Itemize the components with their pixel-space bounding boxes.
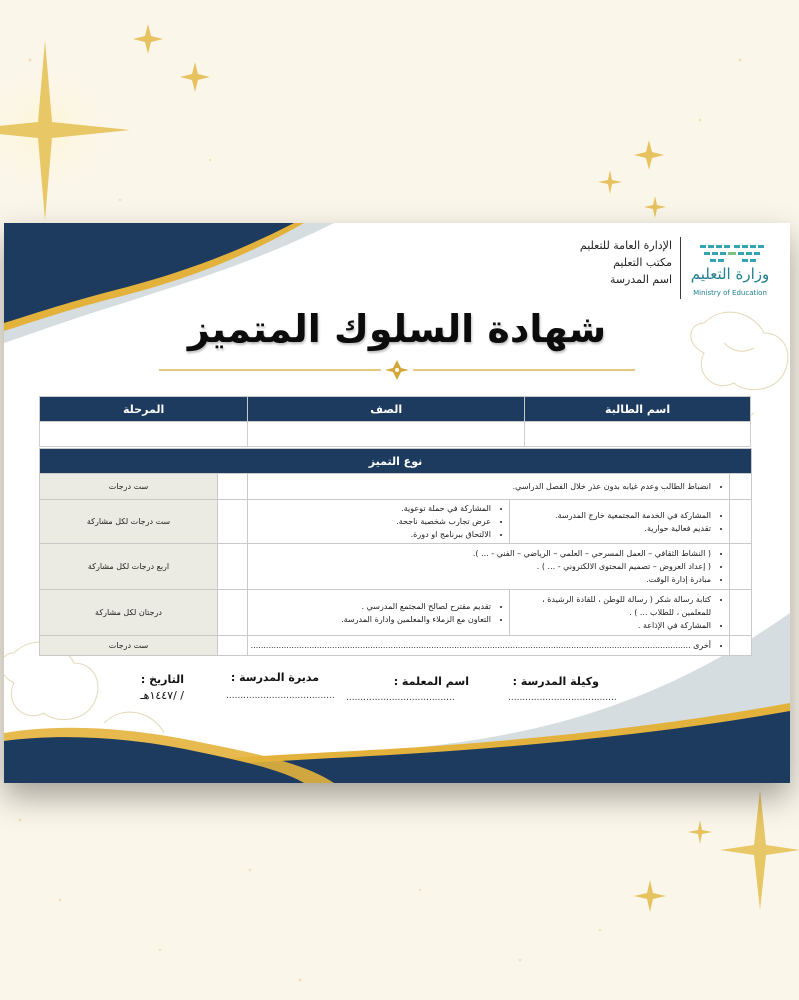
logo-mark-icon — [700, 241, 764, 263]
admin-line-3: اسم المدرسة — [609, 273, 672, 286]
student-name-cell[interactable] — [525, 422, 751, 447]
score-box[interactable] — [218, 590, 248, 636]
sparkle-star-icon — [720, 790, 799, 910]
date-value: / /١٤٤٧هـ — [140, 689, 184, 702]
logo-english-text: Ministry of Education — [693, 289, 767, 297]
list-item: • انضباط الطالب وعدم غيابه بدون عذر خلال الفصل الدراسي. — [254, 480, 711, 493]
sparkle-star-icon — [634, 140, 664, 170]
row-checkbox[interactable] — [730, 544, 752, 590]
teacher-name-line[interactable]: ...................................... — [346, 693, 455, 703]
sparkle-star-icon — [598, 170, 622, 194]
list-item: • تقديم فعالية حوارية. — [516, 522, 711, 535]
excellence-type-header: نوع التميز — [40, 449, 752, 474]
sparkle-star-icon — [634, 880, 666, 912]
title-ornament — [159, 358, 635, 382]
principal-signature-line[interactable]: ...................................... — [226, 691, 335, 701]
score-box[interactable] — [218, 500, 248, 544]
row-content-left — [248, 500, 510, 544]
score-box[interactable] — [218, 636, 248, 656]
excellence-types-table — [39, 448, 752, 656]
deputy-signature-label: وكيلة المدرسة : — [512, 675, 599, 688]
list-item: • المشاركة في الإذاعة . — [516, 619, 711, 632]
table-row — [40, 590, 752, 636]
points-cell: ست درجات — [40, 474, 218, 500]
row-content-right — [510, 500, 730, 544]
row-checkbox[interactable] — [730, 500, 752, 544]
list-item: • أخرى ............................................................................................................................................................................. — [254, 639, 711, 652]
admin-line-2: مكتب التعليم — [613, 256, 672, 269]
stage-header: المرحلة — [40, 397, 248, 422]
table-row — [40, 500, 752, 544]
admin-line-1: الإدارة العامة للتعليم — [579, 239, 672, 252]
table-row — [40, 636, 752, 656]
certificate-title: شهادة السلوك المتميز — [187, 307, 607, 351]
list-item: • مبادرة إدارة الوقت. — [254, 573, 711, 586]
row-checkbox[interactable] — [730, 474, 752, 500]
deputy-signature-line[interactable]: ...................................... — [508, 693, 617, 703]
sparkle-star-icon — [133, 24, 163, 54]
row-checkbox[interactable] — [730, 636, 752, 656]
row-content — [248, 544, 730, 590]
points-cell: درجتان لكل مشاركة — [40, 590, 218, 636]
list-item: • التعاون مع الزملاء والمعلمين وادارة المدرسة. — [254, 613, 491, 626]
points-cell: ست درجات — [40, 636, 218, 656]
points-cell: ست درجات لكل مشاركة — [40, 500, 218, 544]
table-row — [40, 544, 752, 590]
score-box[interactable] — [218, 474, 248, 500]
student-name-header: اسم الطالبة — [525, 397, 751, 422]
info-header-row — [40, 397, 751, 422]
excellence-header-row — [40, 449, 752, 474]
list-item: • ( النشاط الثقافي – العمل المسرحي – العلمي – الرياضي – الفني - ... ). — [254, 547, 711, 560]
teacher-name-label: اسم المعلمة : — [393, 675, 469, 688]
class-header: الصف — [248, 397, 525, 422]
row-content — [248, 636, 730, 656]
sparkle-star-icon — [180, 62, 210, 92]
row-checkbox[interactable] — [730, 590, 752, 636]
list-item: • الالتحاق ببرنامج او دورة. — [254, 528, 491, 541]
stage-cell[interactable] — [40, 422, 248, 447]
date-label: التاريخ : — [140, 673, 184, 686]
list-item: • كتابة رسالة شكر ( رسالة للوطن ، للقادة الرشيدة ، للمعلمين ، للطلاب ... ) . — [516, 593, 711, 619]
info-value-row — [40, 422, 751, 447]
sparkle-star-icon — [688, 820, 712, 844]
list-item: • تقديم مقترح لصالح المجتمع المدرسي . — [254, 600, 491, 613]
row-content-right — [510, 590, 730, 636]
row-content-left — [248, 590, 510, 636]
row-content — [248, 474, 730, 500]
list-item: • المشاركة في حملة توعوية. — [254, 502, 491, 515]
list-item: • المشاركة في الخدمة المجتمعية خارج المدرسة. — [516, 509, 711, 522]
sparkle-star-icon — [644, 196, 666, 218]
logo-arabic-text: وزارة التعليم — [690, 265, 770, 283]
ministry-logo — [690, 235, 770, 305]
table-row — [40, 474, 752, 500]
score-box[interactable] — [218, 544, 248, 590]
principal-signature-label: مديرة المدرسة : — [230, 671, 319, 684]
list-item: • عرض تجارب شخصية ناجحة. — [254, 515, 491, 528]
logo-divider — [680, 237, 681, 299]
class-cell[interactable] — [248, 422, 525, 447]
certificate — [4, 223, 790, 783]
student-info-table — [39, 396, 751, 447]
list-item: • ( إعداد العروض – تصميم المحتوى الالكتروني - ... ) . — [254, 560, 711, 573]
administration-block — [472, 237, 672, 288]
points-cell: اربع درجات لكل مشاركة — [40, 544, 218, 590]
